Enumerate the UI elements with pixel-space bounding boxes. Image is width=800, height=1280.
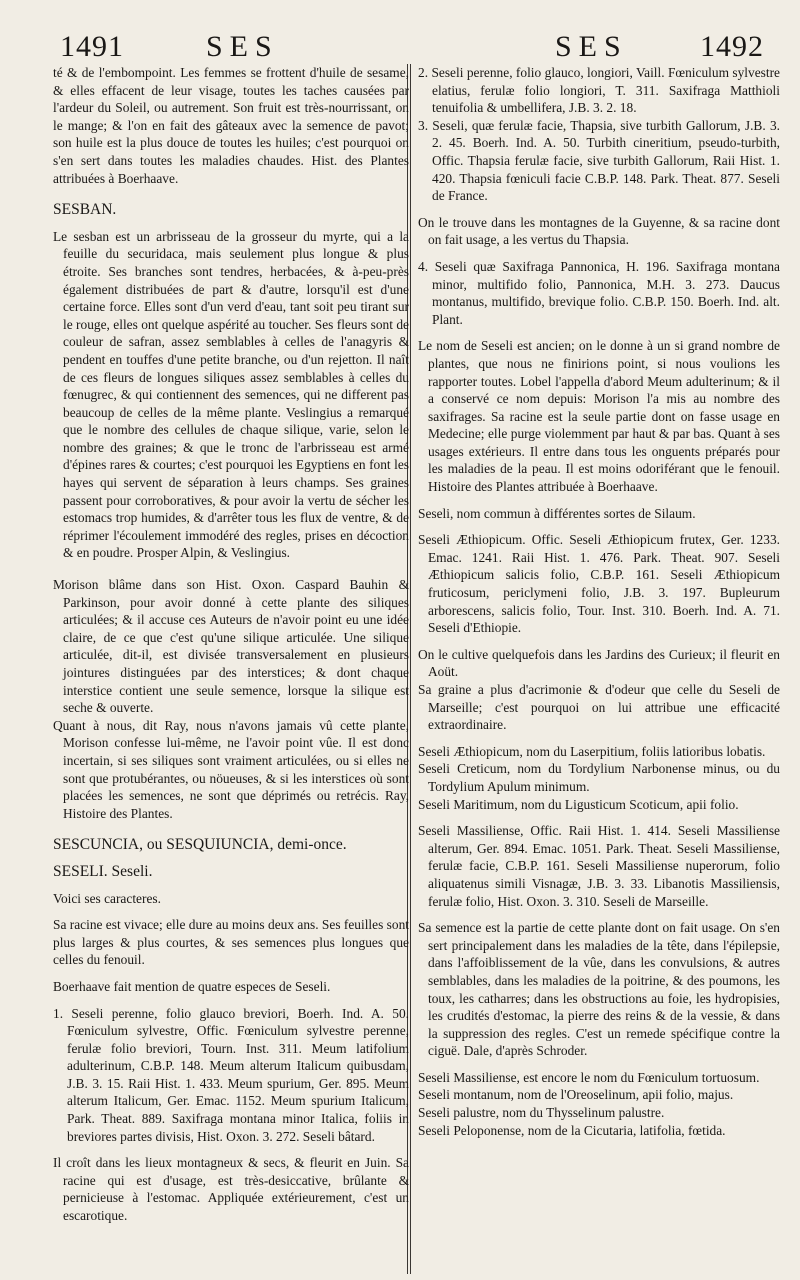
paragraph: Sa graine a plus d'acrimonie & d'odeur que celle du Seseli de Marseille; c'est pourquoi on lui attribue une efficacité extraordinaire. — [418, 682, 780, 733]
paragraph: Boerhaave fait mention de quatre especes de Seseli. — [53, 978, 331, 994]
paragraph: té & de l'embompoint. Les femmes se frottent d'huile de sesame, & elles effacent de leur visage, toutes les taches causées par l'ardeur du Soleil, ou autrement. Son fruit est très-nourrissant, on le mange; & l'on en fait des gâteaux avec la semence de pavot; son huile est la plus douce de toutes les huiles; c'est pourquoi on s'en sert dans toutes les maladies chaudes. Hist. des Plantes attribuées à Boerhaave. — [53, 65, 409, 186]
paragraph: Il croît dans les lieux montagneux & secs, & fleurit en Juin. Sa racine qui est d'usage, est très-desiccative, brûlante & pernicieuse à l'estomac. Appliquée extérieurement, c'est un escarotique. — [53, 1155, 409, 1224]
entry-heading: SESELI. Seseli. — [53, 862, 153, 880]
paragraph: Morison blâme dans son Hist. Oxon. Caspard Bauhin & Parkinson, pour avoir donné à cette plante des siliques articulées; & il accuse ces Auteurs de n'avoir point eu une idée claire, de ce que c'est qu'une silique articulée. Une silique articulée, dit-il, est divisée transversalement en plusieurs jointures distinguées par des interstices; & dont chaque interstice contient une seule semence, lorsque la silique est seche & ouverte. — [53, 577, 409, 716]
paragraph: On le cultive quelquefois dans les Jardins des Curieux; il fleurit en Aoüt. — [418, 646, 780, 680]
paragraph: Sa semence est la partie de cette plante dont on fait usage. On s'en sert principalement dans les maladies de la tête, dans l'épilepsie, dans l'affoiblissement de la vûe, dans les convulsions, & autres semblables, dans les maladies de la poitrine, & des poumons, les toux, les catharres; dans les obstructions au foie, les hydropisies, les crudités d'estomac, la pierre des reins & de la vessie, & dans la suppression des regles. C'est un remede spécifique contre la ciguë. Dale, d'après Schroder. — [418, 920, 780, 1059]
paragraph: Voici ses caracteres. — [53, 890, 161, 906]
species-entry: Seseli Massiliense, Offic. Raii Hist. 1. 414. Seseli Massiliense alterum, Ger. 894. Emac. 1051. Park. Theat. Seseli Massiliense, ferulæ facie, C.B.P. 161. Seseli Massiliense nuperorum, folio aliquatenus simili Visnagæ, J.B. 3. 33. Libanotis Massiliensis, ferulæ folio, Hist. Oxon. 3. 310. Seseli de Marseille. — [418, 823, 780, 909]
cross-reference: Seseli Creticum, nom du Tordylium Narbonense minus, ou du Tordylium Apulum minimum. — [418, 761, 780, 794]
species-entry: 2. Seseli perenne, folio glauco, longiori, Vaill. Fœniculum sylvestre elatius, ferulæ folio longiori, T. 311. Saxifraga Matthioli tenuifolia & umbellifera, J.B. 3. 2. 18. — [418, 65, 780, 116]
cross-reference: Seseli montanum, nom de l'Oreoselinum, apii folio, majus. — [418, 1087, 734, 1103]
running-head-left: SES — [206, 30, 279, 63]
paragraph: On le trouve dans les montagnes de la Guyenne, & sa racine dont on fait usage, a les vertus du Thapsia. — [418, 214, 780, 248]
right-column — [418, 64, 780, 1139]
left-column — [53, 64, 409, 1225]
running-head-right: SES — [555, 30, 628, 63]
cross-reference: Seseli palustre, nom du Thysselinum palustre. — [418, 1105, 665, 1121]
species-entry: 3. Seseli, quæ ferulæ facie, Thapsia, sive turbith Gallorum, J.B. 3. 2. 45. Boerh. Ind. A. 50. Turbith cineritium, pseudo-turbith, Offic. Thapsia ferulæ facie, sive turbith Gallorum, Raii Hist. 1. 420. Thapsia fœniculi facie C.B.P. 148. Park. Theat. 877. Seseli de France. — [418, 117, 780, 204]
page-number-left: 1491 — [60, 30, 124, 63]
paragraph: Le sesban est un arbrisseau de la grosseur du myrte, qui a la feuille du securidaca, mais seulement plus longue & plus étroite. Ses branches sont tendres, herbacées, & à-peu-près également distribuées de part & d'autre, lorsqu'il est d'une certaine force. Elles sont d'un verd d'eau, tant soit peu tirant sur le rouge, elles ont quelque aspérité au toucher. Ses fleurs sont de couleur de safran, assez semblables à celles de l'anagyris & pendent en touffes d'une petite branche, ou d'un rejetton. Il naît de ces fleurs de longues siliques assez semblables à celles du fœnugrec, & qui contiennent des semences, qui ne different pas beaucoup de celles de la même plante. Veslingius a remarqué que le nombre des cellules de chaque silique, varie, selon le nombre des graines; & que le tronc de l'arbrisseau est armé d'épines rares & courtes; c'est pourquoi les Egyptiens en font les hayes qui servent de séparation à leurs champs. Ses graines passent pour corroboratives, & pour avoir la vertu de sécher les estomacs trop humides, & d'arrêter tous les flux de ventre, & de réprimer l'écoulement immodéré des regles, prises en décoction & en poudre. Prosper Alpin, & Veslingius. — [53, 228, 409, 561]
species-entry: 1. Seseli perenne, folio glauco breviori, Boerh. Ind. A. 50. Fœniculum sylvestre, Offic. Fœniculum sylvestre perenne, ferulæ folio breviori, Tourn. Inst. 311. Meum latifolium adulterinum, C.B.P. 148. Meum alterum Italicum quibusdam, J.B. 3. 15. Raii Hist. 1. 433. Meum spurium, Ger. 895. Meum alterum Italicum, Ger. Emac. 1152. Meum spurium Italicum, Park. Theat. 889. Saxifraga montana minor Italica, foliis in breviores partes divisis, Hist. Oxon. 3. 272. Seseli bâtard. — [53, 1005, 409, 1144]
page-number-right: 1492 — [700, 30, 764, 63]
cross-reference: Seseli Massiliense, est encore le nom du Fœniculum tortuosum. — [418, 1069, 760, 1085]
cross-reference: Seseli, nom commun à différentes sortes de Silaum. — [418, 505, 696, 521]
paragraph: Sa racine est vivace; elle dure au moins deux ans. Ses feuilles sont plus larges & plus courtes, & ses semences plus longues que celles du fenouil. — [53, 917, 409, 968]
cross-reference: Seseli Æthiopicum, nom du Laserpitium, foliis latioribus lobatis. — [418, 743, 766, 759]
column-rule — [410, 64, 411, 1274]
entry-heading: SESBAN. — [53, 201, 117, 219]
entry-heading: SESCUNCIA, ou SESQUIUNCIA, demi-once. — [53, 836, 347, 854]
cross-reference: Seseli Maritimum, nom du Ligusticum Scoticum, apii folio. — [418, 796, 739, 812]
paragraph: Le nom de Seseli est ancien; on le donne à un si grand nombre de plantes, que nous ne finirions point, si nous voulions les rapporter toutes. Lobel l'appella d'abord Meum adulterinum; & il a conservé ce nom depuis: Morison l'a mis au nombre des saxifrages. Sa racine est la seule partie dont on fasse usage en Medecine; elle purge violemment par haut & par bas. Quant à ses usages extérieurs. Il entre dans tous les onguents préparés pour les maladies de la peau. Il est moins odoriférant que le fenouil. Histoire des Plantes attribuée à Boerhaave. — [418, 338, 780, 495]
cross-reference: Seseli Peloponense, nom de la Cicutaria, latifolia, fœtida. — [418, 1122, 726, 1138]
species-entry: Seseli Æthiopicum. Offic. Seseli Æthiopicum frutex, Ger. 1233. Emac. 1241. Raii Hist. 1. 476. Park. Theat. 907. Seseli Æthiopicum salicis folio, C.B.P. 161. Seseli Æthiopicum fruticosum, periclymeni folio, J.B. 3. 197. Bupleurum arborescens, salicis folio, Tour. Inst. 310. Boerh. Ind. A. 71. Seseli d'Ethiopie. — [418, 532, 780, 636]
species-entry: 4. Seseli quæ Saxifraga Pannonica, H. 196. Saxifraga montana minor, multifido folio, Pannonica, M.H. 3. 273. Daucus montanus, multifido, brevique folio. C.B.P. 150. Boerh. Ind. alt. Plant. — [418, 258, 780, 327]
paragraph: Quant à nous, dit Ray, nous n'avons jamais vû cette plante, Morison confesse lui-même, ne l'avoir point vûe. Il est donc incertain, si ses siliques sont vraiment articulées, ou si elles ne sont que protubérantes, ou nöueuses, & si les interstices où sont placées les semences, ne sont que déprimés ou retrécis. Ray, Histoire des Plantes. — [53, 717, 409, 821]
